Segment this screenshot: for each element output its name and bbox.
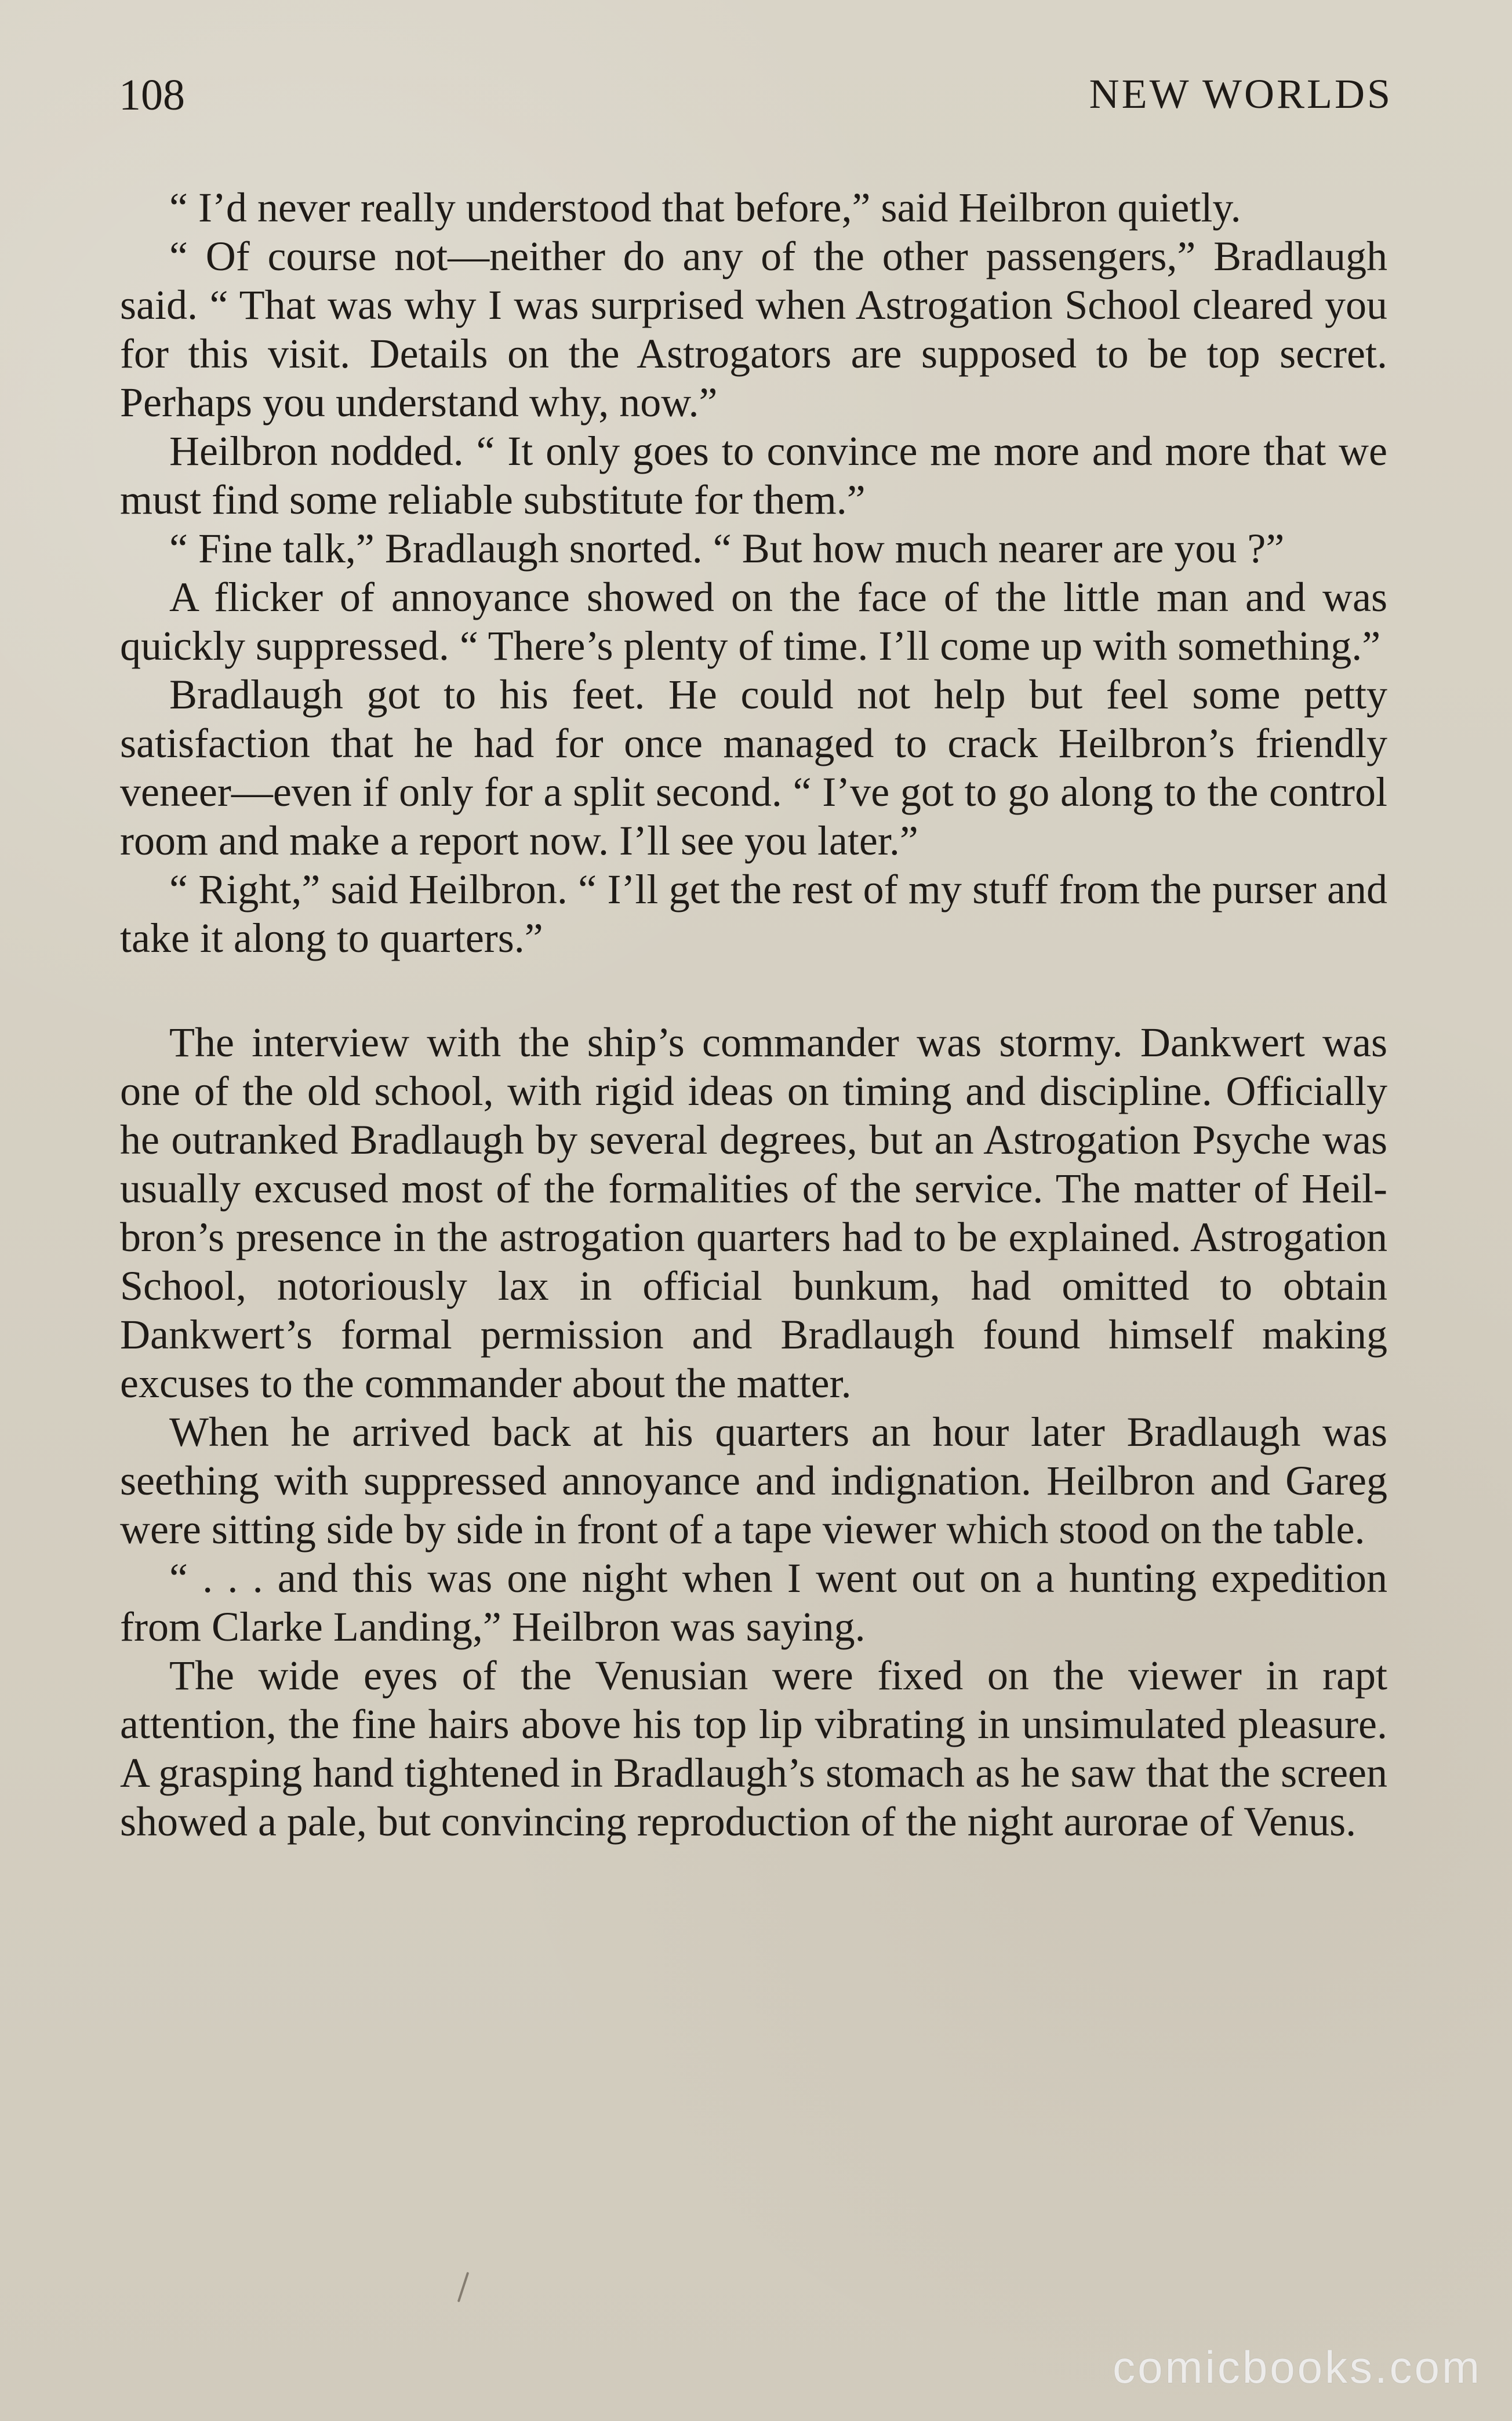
paragraph: A flicker of annoyance showed on the face of the little man and was quickly suppressed. “ There’s plenty of time. I’ll come up with something.” <box>120 574 1387 669</box>
paragraph: Bradlaugh got to his feet. He could not help but feel some petty satisfaction that he had for once managed to crack Heilbron’s friendly veneer—even if only for a split second. “ I’ve got to go along to the control room and make a report now. I’ll see you later.” <box>120 671 1387 864</box>
page-header <box>119 73 1393 136</box>
section-break <box>120 962 1387 1018</box>
paragraph: “ Right,” said Heilbron. “ I’ll get the rest of my stuff from the purser and take it along to quarters.” <box>120 866 1387 961</box>
paragraph: The wide eyes of the Venusian were fixed on the viewer in rapt attention, the fine hairs above his top lip vibrating in unsimulated pleasure. A grasping hand tightened in Bradlaugh’s stomach as he saw that the screen showed a pale, but convincing reproduction of the night aurorae of Venus. <box>120 1652 1387 1845</box>
paragraph: “ Fine talk,” Bradlaugh snorted. “ But how much nearer are you ?” <box>169 525 1285 572</box>
watermark: comicbooks.com <box>1113 2342 1482 2393</box>
paragraph: The interview with the ship’s commander was stormy. Dankwert was one of the old school, with rigid ideas on timing and discipline. Officially he outranked Bradlaugh by several degrees, but an Astrogation Psyche was usually excused most of the formalities of the service. The matter of Heilbron’s presence in the astrogation quarters had to be explained. Astrogation School, notoriously lax in official bunkum, had omitted to obtain Dankwert’s formal permission and Bradlaugh found himself making excuses to the commander about the matter. <box>120 1019 1387 1406</box>
paper-mark <box>457 2272 469 2303</box>
page-number: 108 <box>119 71 185 119</box>
paragraph: When he arrived back at his quarters an hour later Bradlaugh was seething with suppressed annoyance and indignation. Heilbron and Gareg were sitting side by side in front of a tape viewer which stood on the table. <box>120 1409 1387 1553</box>
running-head: NEW WORLDS <box>1089 71 1393 117</box>
paragraph: “ Of course not—neither do any of the other passengers,” Bradlaugh said. “ That was why I was surprised when Astrogation School cleared you for this visit. Details on the Astrogators are supposed to be top secret. Perhaps you understand why, now.” <box>120 233 1387 426</box>
paragraph: Heilbron nodded. “ It only goes to convince me more and more that we must find some reliable substitute for them.” <box>120 428 1387 523</box>
paragraph: “ . . . and this was one night when I went out on a hunting expedition from Clarke Landing,” Heilbron was saying. <box>120 1555 1387 1650</box>
story-text <box>120 183 1387 1846</box>
paragraph: “ I’d never really understood that before,” said Heilbron quietly. <box>169 184 1241 231</box>
